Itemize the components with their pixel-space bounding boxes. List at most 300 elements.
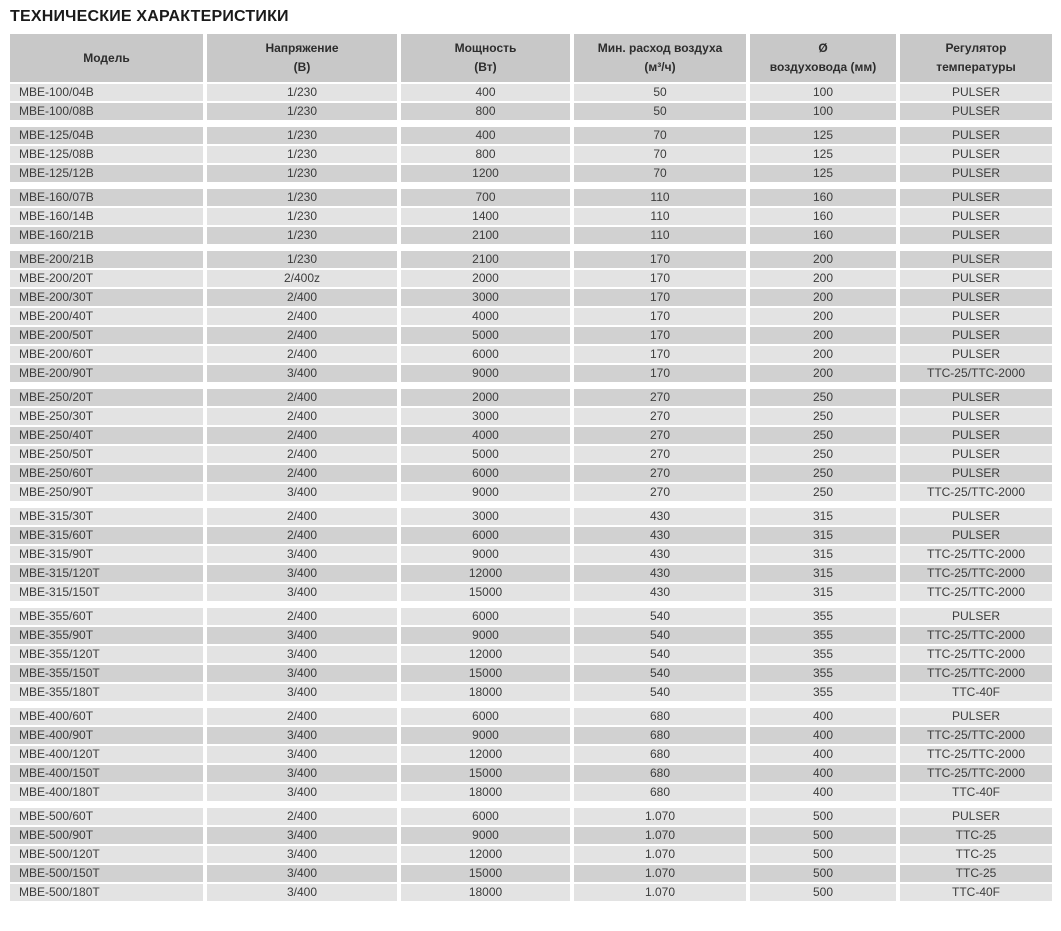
regulator-cell: PULSER (900, 227, 1052, 244)
regulator-cell: TTC-25/TTC-2000 (900, 765, 1052, 782)
table-row (10, 608, 1052, 625)
voltage-cell: 3/400 (207, 784, 397, 801)
regulator-cell: PULSER (900, 508, 1052, 525)
table-row (10, 765, 1052, 782)
airflow-cell: 430 (574, 527, 746, 544)
group-separator-cell (10, 803, 1052, 806)
specs-table (6, 32, 1056, 903)
regulator-cell: PULSER (900, 346, 1052, 363)
airflow-cell: 170 (574, 327, 746, 344)
model-cell: MBE-400/60T (10, 708, 203, 725)
regulator-cell: PULSER (900, 527, 1052, 544)
diameter-cell: 315 (750, 508, 896, 525)
airflow-cell: 170 (574, 346, 746, 363)
table-row (10, 227, 1052, 244)
power-cell: 12000 (401, 746, 570, 763)
regulator-cell: TTC-25/TTC-2000 (900, 665, 1052, 682)
model-cell: MBE-200/30T (10, 289, 203, 306)
voltage-cell: 3/400 (207, 484, 397, 501)
airflow-cell: 680 (574, 727, 746, 744)
group-separator-cell (10, 246, 1052, 249)
airflow-cell: 70 (574, 146, 746, 163)
diameter-cell: 200 (750, 346, 896, 363)
model-cell: MBE-355/90T (10, 627, 203, 644)
airflow-cell: 540 (574, 665, 746, 682)
column-header-label: Ø (818, 41, 828, 55)
group-separator-cell (10, 703, 1052, 706)
table-row (10, 408, 1052, 425)
table-row (10, 808, 1052, 825)
airflow-cell: 110 (574, 208, 746, 225)
table-row (10, 784, 1052, 801)
voltage-cell: 2/400 (207, 446, 397, 463)
column-header-label: Мощность (454, 41, 517, 55)
power-cell: 5000 (401, 446, 570, 463)
diameter-cell: 160 (750, 208, 896, 225)
model-cell: MBE-355/60T (10, 608, 203, 625)
column-header-sublabel: температуры (936, 60, 1016, 74)
diameter-cell: 500 (750, 865, 896, 882)
airflow-cell: 680 (574, 765, 746, 782)
airflow-cell: 540 (574, 684, 746, 701)
table-row (10, 665, 1052, 682)
group-separator-cell (10, 122, 1052, 125)
model-cell: MBE-315/120T (10, 565, 203, 582)
diameter-cell: 400 (750, 727, 896, 744)
diameter-cell: 250 (750, 465, 896, 482)
regulator-cell: PULSER (900, 308, 1052, 325)
group-separator (10, 384, 1052, 387)
diameter-cell: 355 (750, 684, 896, 701)
airflow-cell: 170 (574, 365, 746, 382)
power-cell: 2000 (401, 270, 570, 287)
regulator-cell: PULSER (900, 408, 1052, 425)
voltage-cell: 3/400 (207, 646, 397, 663)
model-cell: MBE-160/07B (10, 189, 203, 206)
diameter-cell: 500 (750, 827, 896, 844)
model-cell: MBE-355/150T (10, 665, 203, 682)
voltage-cell: 2/400 (207, 289, 397, 306)
diameter-cell: 315 (750, 565, 896, 582)
table-row (10, 684, 1052, 701)
airflow-cell: 430 (574, 584, 746, 601)
model-cell: MBE-125/12B (10, 165, 203, 182)
airflow-cell: 50 (574, 84, 746, 101)
diameter-cell: 250 (750, 408, 896, 425)
power-cell: 18000 (401, 784, 570, 801)
power-cell: 2100 (401, 227, 570, 244)
power-cell: 3000 (401, 408, 570, 425)
regulator-cell: PULSER (900, 189, 1052, 206)
diameter-cell: 400 (750, 784, 896, 801)
diameter-cell: 160 (750, 189, 896, 206)
diameter-cell: 100 (750, 84, 896, 101)
voltage-cell: 3/400 (207, 765, 397, 782)
diameter-cell: 500 (750, 808, 896, 825)
model-cell: MBE-125/04B (10, 127, 203, 144)
diameter-cell: 200 (750, 251, 896, 268)
airflow-cell: 270 (574, 446, 746, 463)
airflow-cell: 1.070 (574, 827, 746, 844)
power-cell: 3000 (401, 508, 570, 525)
voltage-cell: 2/400 (207, 708, 397, 725)
table-row (10, 627, 1052, 644)
column-header-sublabel: (Вт) (474, 60, 497, 74)
column-header-power (401, 34, 570, 82)
group-separator-cell (10, 384, 1052, 387)
power-cell: 9000 (401, 627, 570, 644)
group-separator (10, 803, 1052, 806)
table-body (10, 84, 1052, 901)
table-row (10, 389, 1052, 406)
table-row (10, 189, 1052, 206)
regulator-cell: PULSER (900, 389, 1052, 406)
table-row (10, 746, 1052, 763)
model-cell: MBE-315/150T (10, 584, 203, 601)
model-cell: MBE-100/08B (10, 103, 203, 120)
power-cell: 4000 (401, 427, 570, 444)
column-header-model (10, 34, 203, 82)
table-row (10, 646, 1052, 663)
regulator-cell: PULSER (900, 327, 1052, 344)
regulator-cell: TTC-25/TTC-2000 (900, 746, 1052, 763)
model-cell: MBE-500/150T (10, 865, 203, 882)
table-row (10, 270, 1052, 287)
diameter-cell: 355 (750, 608, 896, 625)
power-cell: 2100 (401, 251, 570, 268)
model-cell: MBE-500/60T (10, 808, 203, 825)
diameter-cell: 200 (750, 365, 896, 382)
voltage-cell: 3/400 (207, 584, 397, 601)
power-cell: 12000 (401, 565, 570, 582)
regulator-cell: TTC-25/TTC-2000 (900, 627, 1052, 644)
column-header-label: Регулятор (945, 41, 1007, 55)
table-row (10, 427, 1052, 444)
airflow-cell: 70 (574, 165, 746, 182)
airflow-cell: 430 (574, 546, 746, 563)
power-cell: 1200 (401, 165, 570, 182)
table-row (10, 365, 1052, 382)
power-cell: 1400 (401, 208, 570, 225)
power-cell: 800 (401, 146, 570, 163)
column-header-sublabel: (В) (293, 60, 311, 74)
table-row (10, 527, 1052, 544)
table-row (10, 346, 1052, 363)
model-cell: MBE-500/180T (10, 884, 203, 901)
diameter-cell: 500 (750, 884, 896, 901)
power-cell: 6000 (401, 608, 570, 625)
model-cell: MBE-315/30T (10, 508, 203, 525)
model-cell: MBE-250/90T (10, 484, 203, 501)
column-header-voltage (207, 34, 397, 82)
voltage-cell: 1/230 (207, 251, 397, 268)
voltage-cell: 1/230 (207, 84, 397, 101)
table-row (10, 846, 1052, 863)
group-separator-cell (10, 184, 1052, 187)
airflow-cell: 540 (574, 646, 746, 663)
voltage-cell: 2/400 (207, 327, 397, 344)
airflow-cell: 1.070 (574, 865, 746, 882)
diameter-cell: 400 (750, 765, 896, 782)
voltage-cell: 3/400 (207, 627, 397, 644)
diameter-cell: 355 (750, 627, 896, 644)
table-row (10, 103, 1052, 120)
table-row (10, 465, 1052, 482)
voltage-cell: 2/400 (207, 389, 397, 406)
power-cell: 4000 (401, 308, 570, 325)
model-cell: MBE-250/60T (10, 465, 203, 482)
regulator-cell: PULSER (900, 427, 1052, 444)
table-row (10, 865, 1052, 882)
power-cell: 9000 (401, 365, 570, 382)
diameter-cell: 315 (750, 546, 896, 563)
airflow-cell: 170 (574, 289, 746, 306)
airflow-cell: 170 (574, 270, 746, 287)
airflow-cell: 110 (574, 227, 746, 244)
airflow-cell: 1.070 (574, 884, 746, 901)
regulator-cell: TTC-25/TTC-2000 (900, 727, 1052, 744)
airflow-cell: 270 (574, 465, 746, 482)
column-header-regulator (900, 34, 1052, 82)
power-cell: 12000 (401, 846, 570, 863)
table-row (10, 208, 1052, 225)
regulator-cell: TTC-25/TTC-2000 (900, 584, 1052, 601)
regulator-cell: PULSER (900, 103, 1052, 120)
table-row (10, 251, 1052, 268)
voltage-cell: 2/400 (207, 427, 397, 444)
airflow-cell: 270 (574, 389, 746, 406)
table-row (10, 727, 1052, 744)
model-cell: MBE-125/08B (10, 146, 203, 163)
column-header-label: Напряжение (265, 41, 339, 55)
model-cell: MBE-100/04B (10, 84, 203, 101)
model-cell: MBE-400/90T (10, 727, 203, 744)
power-cell: 6000 (401, 808, 570, 825)
voltage-cell: 2/400z (207, 270, 397, 287)
voltage-cell: 3/400 (207, 865, 397, 882)
table-row (10, 84, 1052, 101)
table-header-row (10, 34, 1052, 82)
power-cell: 12000 (401, 646, 570, 663)
diameter-cell: 200 (750, 308, 896, 325)
diameter-cell: 200 (750, 327, 896, 344)
table-row (10, 127, 1052, 144)
column-header-label: Мин. расход воздуха (597, 41, 723, 55)
power-cell: 6000 (401, 346, 570, 363)
regulator-cell: PULSER (900, 808, 1052, 825)
regulator-cell: TTC-25/TTC-2000 (900, 565, 1052, 582)
model-cell: MBE-200/50T (10, 327, 203, 344)
voltage-cell: 2/400 (207, 346, 397, 363)
diameter-cell: 100 (750, 103, 896, 120)
regulator-cell: PULSER (900, 465, 1052, 482)
model-cell: MBE-200/40T (10, 308, 203, 325)
airflow-cell: 170 (574, 308, 746, 325)
power-cell: 6000 (401, 465, 570, 482)
diameter-cell: 200 (750, 270, 896, 287)
voltage-cell: 3/400 (207, 846, 397, 863)
airflow-cell: 540 (574, 627, 746, 644)
power-cell: 9000 (401, 727, 570, 744)
column-header-sublabel: воздуховода (мм) (769, 60, 877, 74)
group-separator (10, 703, 1052, 706)
regulator-cell: PULSER (900, 608, 1052, 625)
voltage-cell: 3/400 (207, 684, 397, 701)
diameter-cell: 125 (750, 127, 896, 144)
airflow-cell: 430 (574, 508, 746, 525)
diameter-cell: 125 (750, 165, 896, 182)
model-cell: MBE-250/50T (10, 446, 203, 463)
voltage-cell: 3/400 (207, 884, 397, 901)
voltage-cell: 2/400 (207, 308, 397, 325)
voltage-cell: 3/400 (207, 565, 397, 582)
table-row (10, 327, 1052, 344)
airflow-cell: 430 (574, 565, 746, 582)
voltage-cell: 2/400 (207, 808, 397, 825)
power-cell: 400 (401, 84, 570, 101)
model-cell: MBE-400/180T (10, 784, 203, 801)
voltage-cell: 3/400 (207, 727, 397, 744)
model-cell: MBE-400/150T (10, 765, 203, 782)
voltage-cell: 1/230 (207, 208, 397, 225)
diameter-cell: 355 (750, 646, 896, 663)
power-cell: 700 (401, 189, 570, 206)
airflow-cell: 540 (574, 608, 746, 625)
table-row (10, 508, 1052, 525)
voltage-cell: 1/230 (207, 146, 397, 163)
airflow-cell: 50 (574, 103, 746, 120)
regulator-cell: TTC-40F (900, 884, 1052, 901)
diameter-cell: 250 (750, 446, 896, 463)
regulator-cell: TTC-25/TTC-2000 (900, 365, 1052, 382)
power-cell: 400 (401, 127, 570, 144)
airflow-cell: 270 (574, 484, 746, 501)
table-row (10, 446, 1052, 463)
regulator-cell: PULSER (900, 270, 1052, 287)
table-row (10, 289, 1052, 306)
airflow-cell: 1.070 (574, 808, 746, 825)
voltage-cell: 1/230 (207, 103, 397, 120)
regulator-cell: TTC-40F (900, 684, 1052, 701)
column-header-airflow (574, 34, 746, 82)
power-cell: 3000 (401, 289, 570, 306)
diameter-cell: 250 (750, 484, 896, 501)
voltage-cell: 3/400 (207, 546, 397, 563)
power-cell: 800 (401, 103, 570, 120)
group-separator (10, 503, 1052, 506)
power-cell: 6000 (401, 527, 570, 544)
model-cell: MBE-200/60T (10, 346, 203, 363)
regulator-cell: TTC-25 (900, 865, 1052, 882)
diameter-cell: 125 (750, 146, 896, 163)
regulator-cell: TTC-40F (900, 784, 1052, 801)
group-separator (10, 246, 1052, 249)
model-cell: MBE-315/90T (10, 546, 203, 563)
model-cell: MBE-160/14B (10, 208, 203, 225)
page-title: ТЕХНИЧЕСКИЕ ХАРАКТЕРИСТИКИ (10, 8, 289, 25)
group-separator (10, 122, 1052, 125)
regulator-cell: PULSER (900, 289, 1052, 306)
power-cell: 15000 (401, 865, 570, 882)
model-cell: MBE-250/30T (10, 408, 203, 425)
diameter-cell: 500 (750, 846, 896, 863)
regulator-cell: PULSER (900, 208, 1052, 225)
power-cell: 18000 (401, 684, 570, 701)
regulator-cell: PULSER (900, 146, 1052, 163)
voltage-cell: 2/400 (207, 527, 397, 544)
regulator-cell: PULSER (900, 708, 1052, 725)
table-row (10, 165, 1052, 182)
power-cell: 5000 (401, 327, 570, 344)
airflow-cell: 270 (574, 427, 746, 444)
model-cell: MBE-200/20T (10, 270, 203, 287)
table-row (10, 565, 1052, 582)
power-cell: 18000 (401, 884, 570, 901)
voltage-cell: 3/400 (207, 827, 397, 844)
model-cell: MBE-250/20T (10, 389, 203, 406)
diameter-cell: 250 (750, 389, 896, 406)
voltage-cell: 1/230 (207, 189, 397, 206)
power-cell: 9000 (401, 484, 570, 501)
group-separator-cell (10, 603, 1052, 606)
power-cell: 9000 (401, 546, 570, 563)
diameter-cell: 400 (750, 708, 896, 725)
power-cell: 15000 (401, 665, 570, 682)
voltage-cell: 3/400 (207, 665, 397, 682)
table-row (10, 146, 1052, 163)
voltage-cell: 2/400 (207, 608, 397, 625)
airflow-cell: 70 (574, 127, 746, 144)
model-cell: MBE-500/90T (10, 827, 203, 844)
column-header-diameter (750, 34, 896, 82)
airflow-cell: 680 (574, 746, 746, 763)
model-cell: MBE-355/180T (10, 684, 203, 701)
table-row (10, 546, 1052, 563)
voltage-cell: 1/230 (207, 227, 397, 244)
column-header-label: Модель (83, 50, 130, 65)
diameter-cell: 315 (750, 584, 896, 601)
voltage-cell: 2/400 (207, 508, 397, 525)
regulator-cell: TTC-25/TTC-2000 (900, 546, 1052, 563)
diameter-cell: 315 (750, 527, 896, 544)
airflow-cell: 680 (574, 784, 746, 801)
column-header-sublabel: (м³/ч) (644, 60, 676, 74)
voltage-cell: 1/230 (207, 127, 397, 144)
regulator-cell: PULSER (900, 127, 1052, 144)
group-separator (10, 603, 1052, 606)
model-cell: MBE-200/21B (10, 251, 203, 268)
power-cell: 15000 (401, 584, 570, 601)
model-cell: MBE-200/90T (10, 365, 203, 382)
power-cell: 6000 (401, 708, 570, 725)
regulator-cell: TTC-25 (900, 827, 1052, 844)
airflow-cell: 680 (574, 708, 746, 725)
table-row (10, 884, 1052, 901)
diameter-cell: 160 (750, 227, 896, 244)
regulator-cell: PULSER (900, 251, 1052, 268)
airflow-cell: 110 (574, 189, 746, 206)
regulator-cell: TTC-25 (900, 846, 1052, 863)
regulator-cell: TTC-25/TTC-2000 (900, 484, 1052, 501)
voltage-cell: 3/400 (207, 365, 397, 382)
diameter-cell: 355 (750, 665, 896, 682)
regulator-cell: PULSER (900, 165, 1052, 182)
model-cell: MBE-355/120T (10, 646, 203, 663)
voltage-cell: 2/400 (207, 465, 397, 482)
airflow-cell: 270 (574, 408, 746, 425)
power-cell: 9000 (401, 827, 570, 844)
airflow-cell: 170 (574, 251, 746, 268)
